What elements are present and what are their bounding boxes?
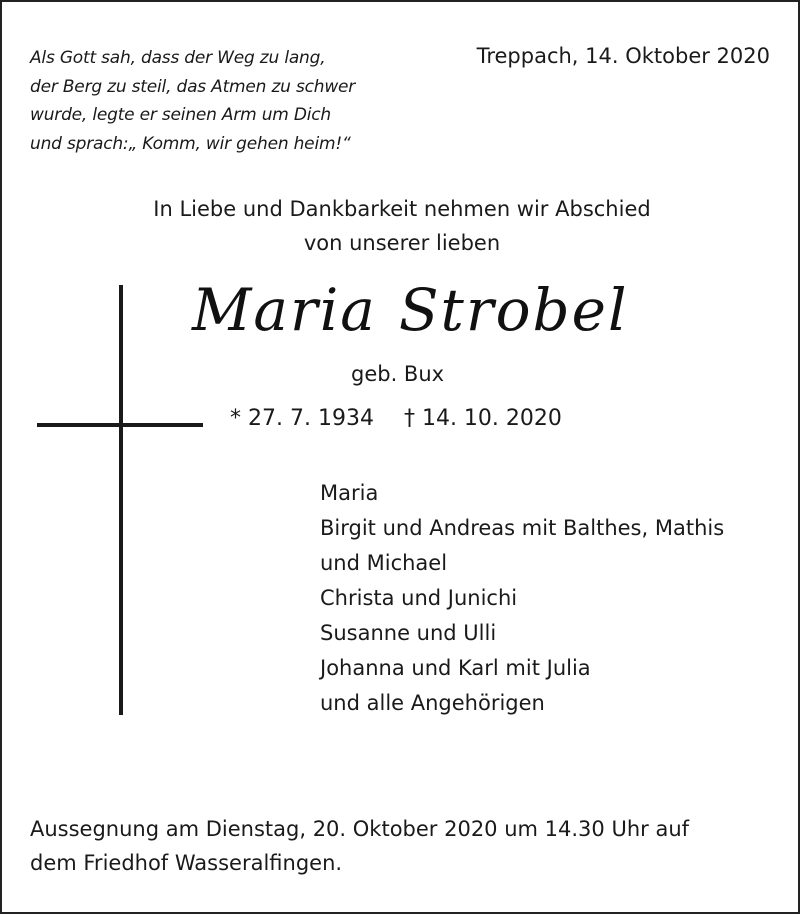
poem-line: der Berg zu steil, das Atmen zu schwer (30, 76, 356, 97)
birth-date: * 27. 7. 1934 (230, 406, 374, 431)
funeral-line: Aussegnung am Dienstag, 20. Oktober 2020 um 14.30 Uhr auf (30, 817, 690, 841)
death-date: † 14. 10. 2020 (403, 406, 562, 431)
mourner-line: Maria (320, 481, 379, 505)
funeral-info (30, 812, 780, 880)
mourner-line: Christa und Junichi (320, 586, 518, 610)
life-dates (230, 406, 562, 431)
birth-name: geb. Bux (351, 362, 445, 386)
intro-line: von unserer lieben (303, 231, 501, 255)
deceased-first-name: Maria (192, 276, 377, 344)
mourners-list (320, 476, 724, 721)
mourner-line: und alle Angehörigen (320, 691, 545, 715)
mourner-line: und Michael (320, 551, 448, 575)
poem-line: wurde, legte er seinen Arm um Dich (30, 105, 331, 125)
cross-horizontal-bar (37, 423, 203, 427)
deceased-name (192, 276, 629, 344)
intro-line: In Liebe und Dankbarkeit nehmen wir Abschied (153, 197, 651, 221)
deceased-last-name: Strobel (398, 276, 629, 344)
cross-vertical-bar (119, 285, 123, 715)
intro-text (2, 192, 800, 260)
mourner-line: Susanne und Ulli (320, 621, 497, 645)
poem-line: und sprach:„ Komm, wir gehen heim!“ (30, 133, 351, 154)
poem-line: Als Gott sah, dass der Weg zu lang, (30, 48, 326, 68)
funeral-line: dem Friedhof Wasseralfingen. (30, 851, 343, 875)
mourner-line: Johanna und Karl mit Julia (320, 656, 591, 680)
poem (30, 44, 410, 158)
place-date: Treppach, 14. Oktober 2020 (476, 44, 770, 68)
mourner-line: Birgit und Andreas mit Balthes, Mathis (320, 516, 725, 540)
